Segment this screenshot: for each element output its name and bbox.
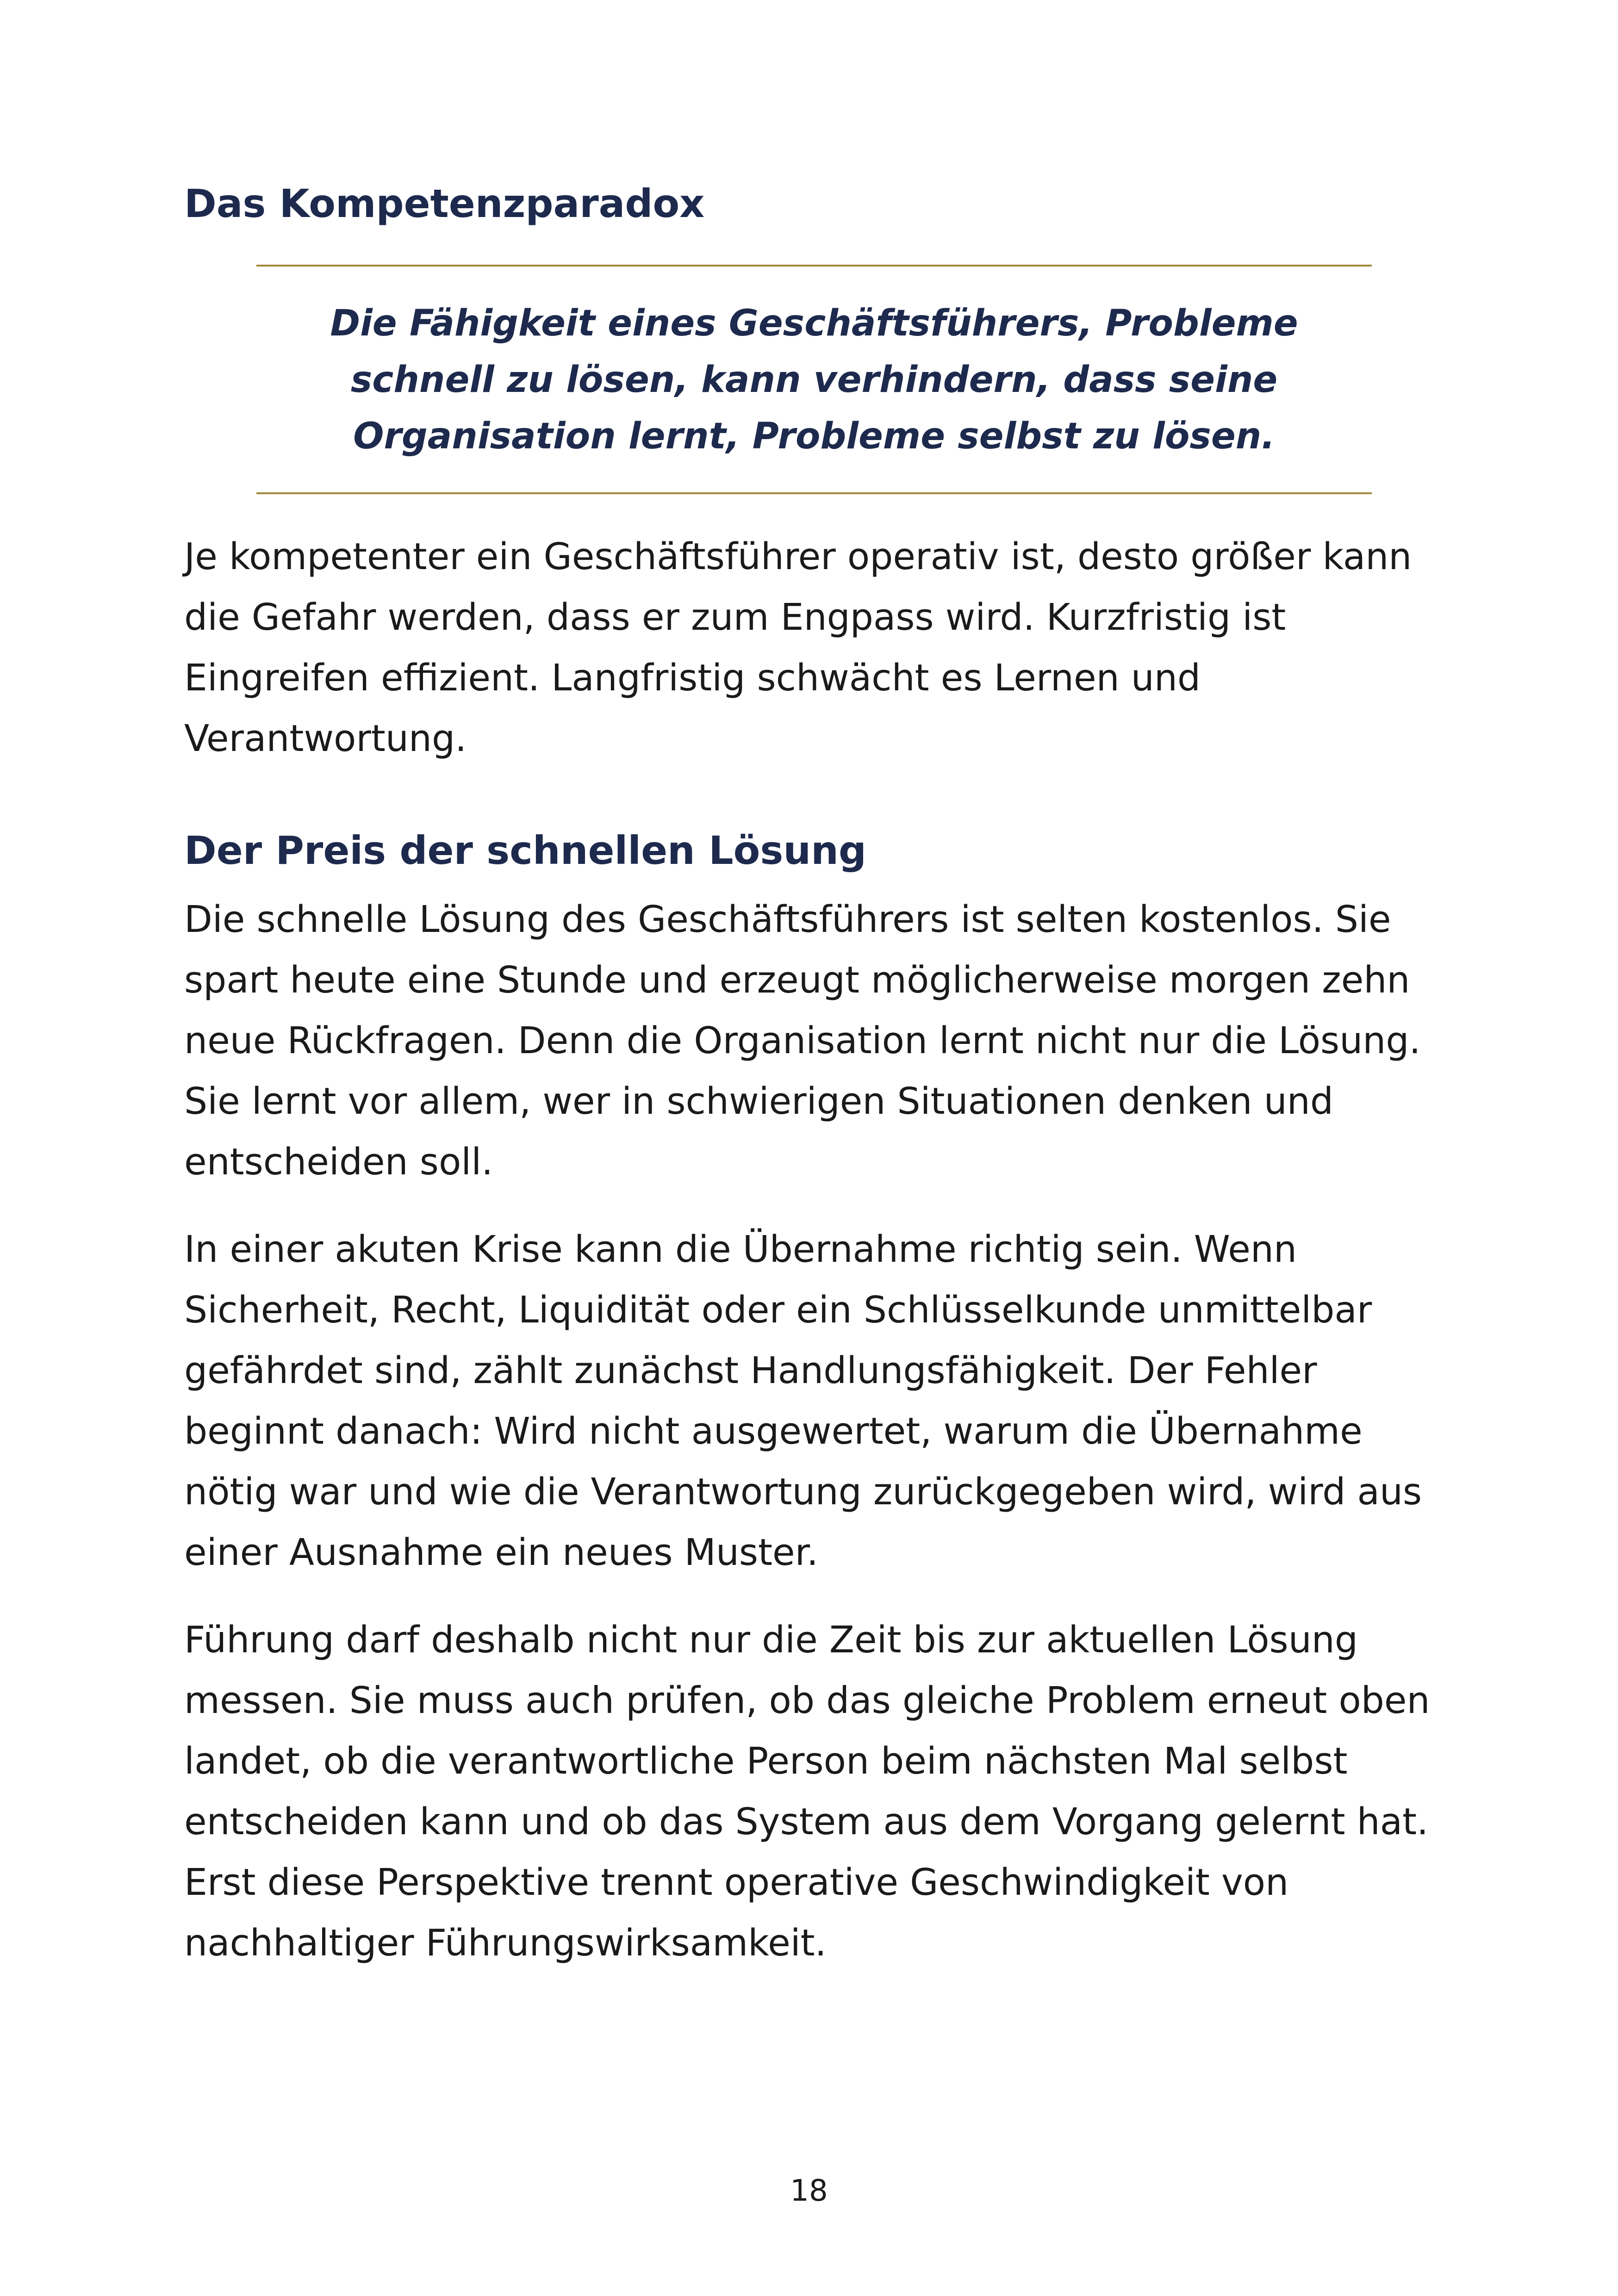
page-number: 18 [790,2174,828,2208]
pull-quote [256,265,1372,494]
section-heading-kompetenzparadox: Das Kompetenzparadox [184,181,705,226]
body-paragraph: Führung darf deshalb nicht nur die Zeit bis zur aktuellen Lösung messen. Sie muss auch prüfen, ob das gleiche Problem erneut oben landet, ob die verantwortliche Person beim nächsten Mal selbst entscheiden kann und ob das System aus dem Vorgang gelernt hat. Erst diese Perspektive trennt operative Geschwindigkeit von nachhaltiger Führungswirksamkeit. [184,1619,1430,1964]
body-paragraph: Die schnelle Lösung des Geschäftsführers ist selten kostenlos. Sie spart heute eine Stunde und erzeugt möglicherweise morgen zehn neue Rückfragen. Denn die Organisation lernt nicht nur die Lösung. Sie lernt vor allem, wer in schwierigen Situationen denken und entscheiden soll. [184,898,1421,1183]
section-heading-preis: Der Preis der schnellen Lösung [184,828,867,873]
body-paragraph: Je kompetenter ein Geschäftsführer operativ ist, desto größer kann die Gefahr werden, dass er zum Engpass wird. Kurzfristig ist Eingreifen effizient. Langfristig schwächt es Lernen und Verantwortung. [184,535,1412,760]
body-paragraph: In einer akuten Krise kann die Übernahme richtig sein. Wenn Sicherheit, Recht, Liquidität oder ein Schlüsselkunde unmittelbar gefährdet sind, zählt zunächst Handlungsfähigkeit. Der Fehler beginnt danach: Wird nicht ausgewertet, warum die Übernahme nötig war und wie die Verantwortung zurückgegeben wird, wird aus einer Ausnahme ein neues Muster. [184,1228,1422,1574]
page-content [184,176,1443,1973]
pull-quote-text: Die Fähigkeit eines Geschäftsführers, Probleme schnell zu lösen, kann verhindern, dass seine Organisation lernt, Probleme selbst zu lösen. [330,303,1298,457]
